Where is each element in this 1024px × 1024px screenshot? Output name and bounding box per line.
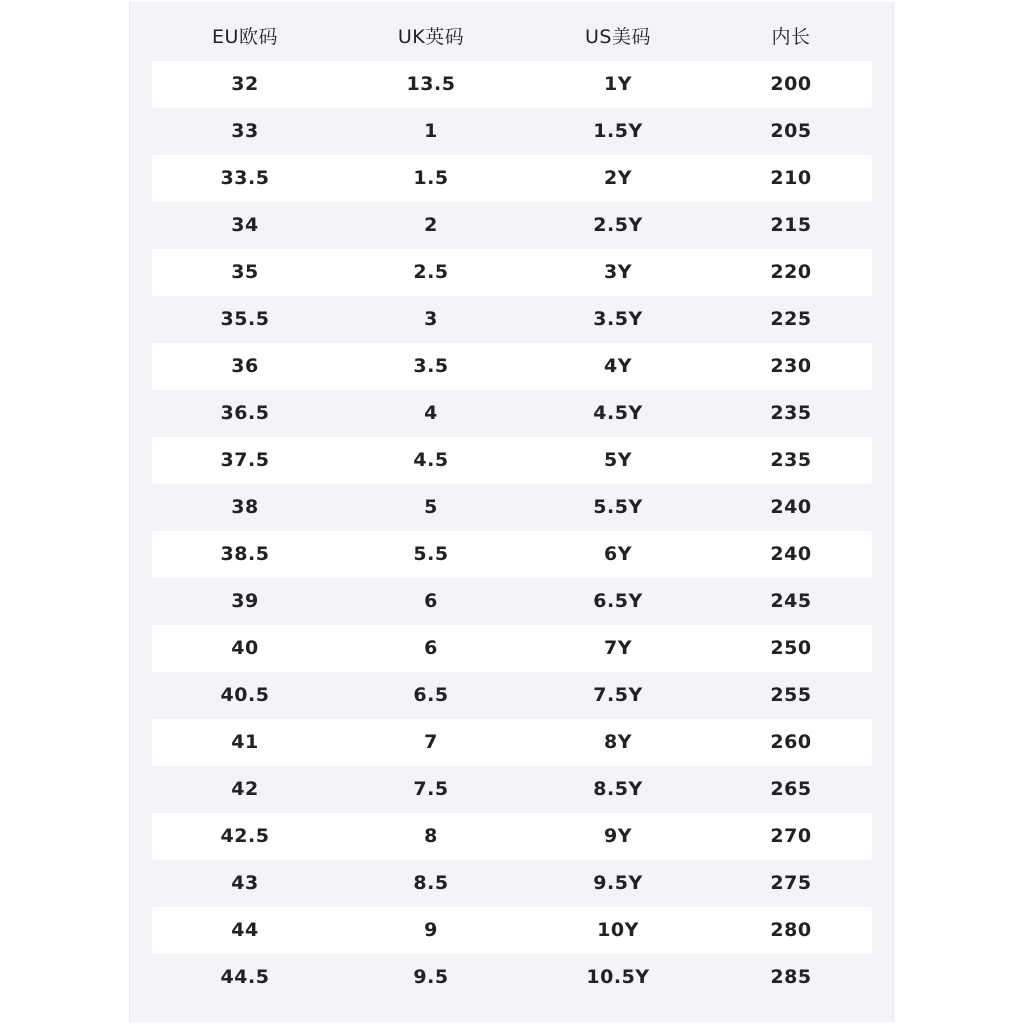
cell-us: 6.5Y: [593, 590, 643, 612]
cell-uk: 7: [424, 731, 438, 753]
cell-inner-length: 240: [770, 543, 812, 565]
cell-inner-length: 215: [770, 214, 812, 236]
cell-eu: 42.5: [220, 825, 270, 847]
cell-uk: 6: [424, 637, 438, 659]
cell-inner-length: 270: [770, 825, 812, 847]
size-chart-table: [152, 14, 872, 1001]
cell-uk: 8: [424, 825, 438, 847]
table-row: [152, 108, 872, 155]
cell-us: 4Y: [604, 355, 632, 377]
cell-uk: 4: [424, 402, 438, 424]
cell-inner-length: 285: [770, 966, 812, 988]
header-uk: UK英码: [397, 26, 465, 48]
cell-inner-length: 205: [770, 120, 812, 142]
cell-us: 2.5Y: [593, 214, 643, 236]
cell-eu: 38: [231, 496, 259, 518]
cell-eu: 42: [231, 778, 259, 800]
table-row: [152, 484, 872, 531]
cell-eu: 37.5: [220, 449, 270, 471]
cell-us: 7.5Y: [593, 684, 643, 706]
table-row: [152, 202, 872, 249]
cell-uk: 1.5: [413, 167, 449, 189]
table-row: [152, 531, 872, 578]
cell-uk: 5.5: [413, 543, 449, 565]
cell-uk: 4.5: [413, 449, 449, 471]
cell-inner-length: 200: [770, 73, 812, 95]
table-row: [152, 249, 872, 296]
cell-us: 8Y: [604, 731, 632, 753]
table-row: [152, 155, 872, 202]
cell-eu: 41: [231, 731, 259, 753]
cell-uk: 3: [424, 308, 438, 330]
cell-us: 9.5Y: [593, 872, 643, 894]
cell-inner-length: 250: [770, 637, 812, 659]
header-inner-length: 内长: [771, 26, 811, 48]
cell-eu: 33.5: [220, 167, 270, 189]
table-header-row: [152, 14, 872, 61]
cell-uk: 13.5: [406, 73, 456, 95]
table-row: [152, 766, 872, 813]
table-row: [152, 61, 872, 108]
cell-inner-length: 230: [770, 355, 812, 377]
table-row: [152, 390, 872, 437]
cell-us: 1.5Y: [593, 120, 643, 142]
cell-inner-length: 240: [770, 496, 812, 518]
cell-eu: 33: [231, 120, 259, 142]
cell-eu: 44: [231, 919, 259, 941]
cell-us: 8.5Y: [593, 778, 643, 800]
table-row: [152, 719, 872, 766]
cell-inner-length: 220: [770, 261, 812, 283]
cell-eu: 44.5: [220, 966, 270, 988]
cell-uk: 3.5: [413, 355, 449, 377]
cell-us: 3.5Y: [593, 308, 643, 330]
cell-inner-length: 225: [770, 308, 812, 330]
table-row: [152, 813, 872, 860]
cell-eu: 35: [231, 261, 259, 283]
cell-inner-length: 235: [770, 449, 812, 471]
cell-us: 9Y: [604, 825, 632, 847]
cell-uk: 6: [424, 590, 438, 612]
cell-uk: 2: [424, 214, 438, 236]
table-row: [152, 672, 872, 719]
table-row: [152, 578, 872, 625]
cell-us: 1Y: [604, 73, 632, 95]
cell-uk: 9.5: [413, 966, 449, 988]
cell-uk: 8.5: [413, 872, 449, 894]
cell-inner-length: 260: [770, 731, 812, 753]
cell-us: 6Y: [604, 543, 632, 565]
cell-uk: 9: [424, 919, 438, 941]
cell-inner-length: 210: [770, 167, 812, 189]
table-row: [152, 437, 872, 484]
table-row: [152, 625, 872, 672]
cell-inner-length: 275: [770, 872, 812, 894]
cell-us: 7Y: [604, 637, 632, 659]
cell-us: 4.5Y: [593, 402, 643, 424]
table-row: [152, 343, 872, 390]
cell-eu: 43: [231, 872, 259, 894]
cell-us: 10Y: [597, 919, 639, 941]
cell-eu: 34: [231, 214, 259, 236]
cell-us: 2Y: [604, 167, 632, 189]
cell-us: 5Y: [604, 449, 632, 471]
cell-uk: 6.5: [413, 684, 449, 706]
cell-uk: 2.5: [413, 261, 449, 283]
cell-inner-length: 255: [770, 684, 812, 706]
cell-eu: 40.5: [220, 684, 270, 706]
cell-eu: 32: [231, 73, 259, 95]
cell-eu: 39: [231, 590, 259, 612]
cell-us: 3Y: [604, 261, 632, 283]
cell-inner-length: 265: [770, 778, 812, 800]
cell-eu: 38.5: [220, 543, 270, 565]
cell-uk: 7.5: [413, 778, 449, 800]
cell-eu: 36.5: [220, 402, 270, 424]
cell-eu: 36: [231, 355, 259, 377]
size-chart-card: [129, 2, 894, 1022]
cell-eu: 40: [231, 637, 259, 659]
cell-inner-length: 235: [770, 402, 812, 424]
cell-uk: 1: [424, 120, 438, 142]
table-row: [152, 296, 872, 343]
cell-us: 10.5Y: [586, 966, 650, 988]
header-us: US美码: [585, 26, 651, 48]
cell-uk: 5: [424, 496, 438, 518]
table-row: [152, 860, 872, 907]
table-row: [152, 954, 872, 1001]
header-eu: EU欧码: [212, 26, 278, 48]
cell-inner-length: 245: [770, 590, 812, 612]
cell-inner-length: 280: [770, 919, 812, 941]
cell-eu: 35.5: [220, 308, 270, 330]
table-row: [152, 907, 872, 954]
cell-us: 5.5Y: [593, 496, 643, 518]
